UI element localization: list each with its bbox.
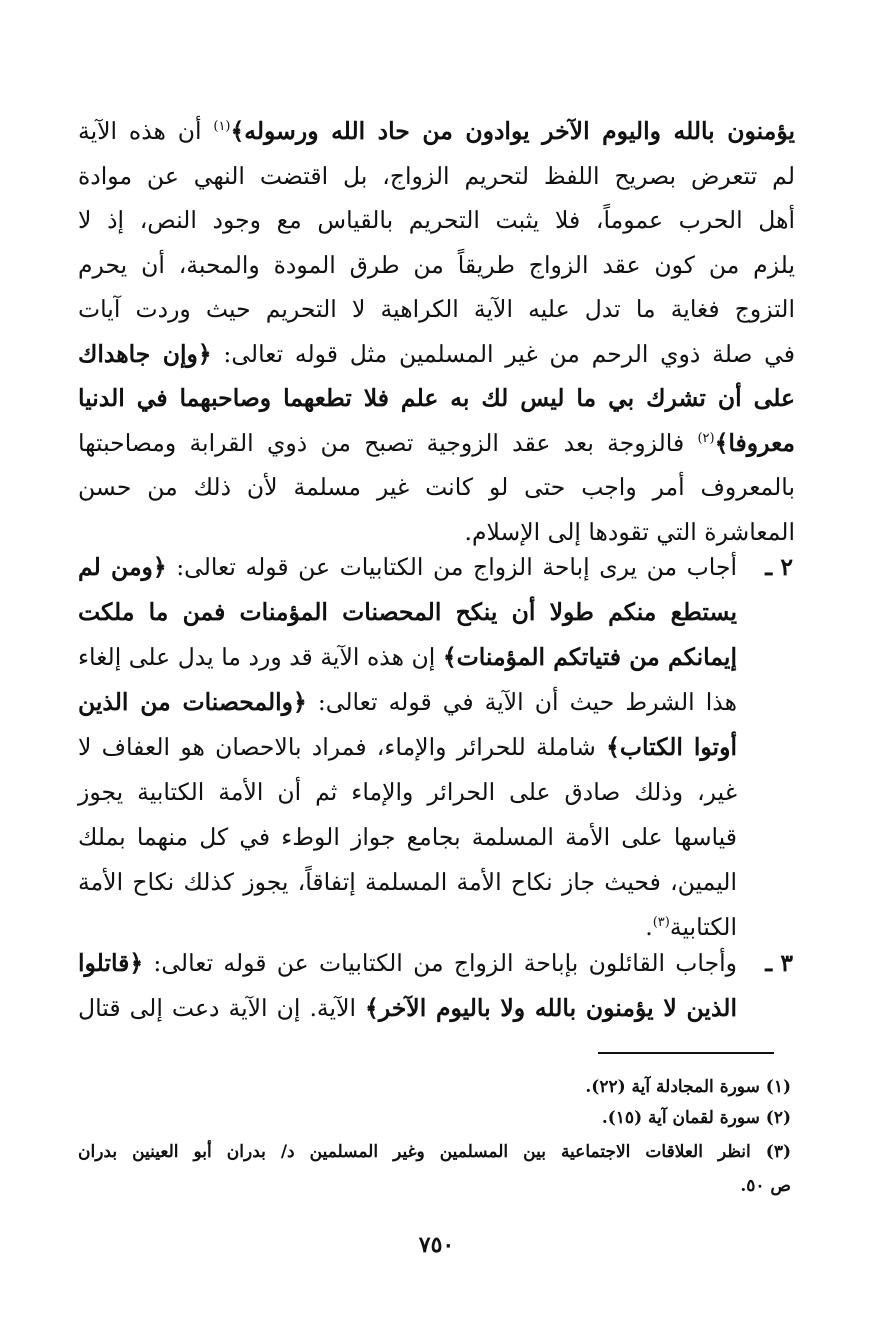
item-2-line-9	[78, 907, 737, 947]
paragraph-1-line-4	[78, 245, 795, 285]
text-segment: إن هذه الآية قد ورد ما يدل على إلغاء	[78, 643, 443, 671]
item-2-line-7	[78, 817, 737, 857]
item-3-line-1	[78, 943, 737, 983]
paragraph-1-line-1	[78, 111, 795, 151]
paragraph-1-line-5	[78, 289, 795, 329]
item-number-2: ٢ ـ	[765, 553, 793, 581]
text-segment: يلزم من كون عقد الزواج طريقاً من طرق المودة والمحبة، أن يحرم	[78, 250, 795, 279]
text-segment: أن هذه الآية	[78, 117, 214, 145]
footnote-1: (١) سورة المجادلة آية (٢٢).	[585, 1077, 791, 1097]
text-segment: ﴿وإن جاهداك	[78, 339, 212, 368]
text-segment: الآية. إن الآية دعت إلى قتال	[78, 994, 366, 1022]
text-segment: قياسها على الأمة المسلمة بجامع جواز الوطء في كل منهما بملك	[78, 823, 737, 851]
footnote-separator	[598, 1052, 774, 1054]
paragraph-1-line-8	[78, 423, 795, 463]
item-2-line-8	[78, 862, 737, 902]
item-3-line-2	[78, 988, 737, 1028]
item-2-line-6	[78, 772, 737, 812]
text-segment: معروفا﴾	[714, 428, 795, 457]
footnote-3: (٣) انظر العلاقات الاجتماعية بين المسلمين وغير المسلمين د/ بدران أبو العينين بدران	[78, 1142, 791, 1162]
page-number: ٧٥٠	[418, 1232, 455, 1258]
text-segment: وأجاب القائلون بإباحة الزواج من الكتابيات عن قوله تعالى:	[143, 949, 737, 977]
text-segment: أهل الحرب عموماً، فلا يثبت التحريم بالقياس مع وجود النص، إذ لا	[78, 206, 795, 234]
text-segment: ﴿والمحصنات من الذين	[78, 688, 307, 716]
item-2-line-2	[78, 592, 737, 632]
text-segment: إيمانكم من فتياتكم المؤمنات﴾	[442, 643, 737, 671]
text-segment: أجاب من يرى إباحة الزواج من الكتابيات عن قوله تعالى:	[166, 553, 738, 581]
footnote-ref: (٢)	[697, 430, 715, 446]
text-segment: أوتوا الكتاب﴾	[606, 733, 737, 761]
paragraph-1-line-6	[78, 334, 795, 374]
text-segment: يستطع منكم طولا أن ينكح المحصنات المؤمنات فمن ما ملكت	[78, 598, 737, 626]
text-segment: شاملة للحرائر والإماء، فمراد بالاحصان هو العفاف لا	[78, 733, 607, 761]
text-segment: غير، وذلك صادق على الحرائر والإماء ثم أن الأمة الكتابية يجوز	[78, 778, 737, 806]
text-segment: على أن تشرك بي ما ليس لك به علم فلا تطعهما وصاحبهما في الدنيا	[78, 384, 795, 412]
text-segment: الكتابية	[669, 913, 737, 941]
paragraph-1-line-7	[78, 378, 795, 418]
text-segment: لم تتعرض بصريح اللفظ لتحريم الزواج، بل اقتضت النهي عن موادة	[78, 161, 795, 190]
paragraph-1-line-10	[78, 512, 795, 552]
item-number-3: ٣ ـ	[765, 949, 793, 977]
text-segment: الذين لا يؤمنون بالله ولا باليوم الآخر﴾	[365, 994, 737, 1022]
text-segment: في صلة ذوي الرحم من غير المسلمين مثل قوله تعالى:	[211, 339, 795, 368]
text-segment: التزوج فغاية ما تدل عليه الآية الكراهية لا التحريم حيث وردت آيات	[78, 295, 795, 323]
text-segment: اليمين، فحيث جاز نكاح الأمة المسلمة إتفاقاً، يجوز كذلك نكاح الأمة	[78, 868, 737, 896]
text-segment: ﴿ومن لم	[78, 553, 167, 581]
footnote-3-continued: ص ٥٠.	[740, 1176, 791, 1196]
paragraph-1-line-3	[78, 200, 795, 240]
text-segment: هذا الشرط حيث أن الآية في قوله تعالى:	[306, 688, 738, 716]
paragraph-1-line-9	[78, 467, 795, 507]
footnote-ref: (٣)	[652, 915, 670, 931]
item-2-line-3	[78, 637, 737, 677]
text-segment: بالمعروف أمر واجب حتى لو كانت غير مسلمة لأن ذلك من حسن	[78, 473, 795, 501]
item-2-line-5	[78, 727, 737, 767]
text-segment: ﴿قاتلوا	[78, 949, 144, 977]
text-segment: فالزوجة بعد عقد الزوجية تصبح من ذوي القرابة ومصاحبتها	[78, 428, 698, 457]
text-segment: يؤمنون بالله واليوم الآخر يوادون من حاد الله ورسوله﴾	[230, 117, 795, 145]
paragraph-1-line-2	[78, 156, 795, 196]
item-2-line-4	[78, 682, 737, 722]
item-2-line-1	[78, 547, 737, 587]
footnote-2: (٢) سورة لقمان آية (١٥).	[601, 1108, 791, 1128]
text-segment: .	[645, 913, 653, 941]
text-segment: المعاشرة التي تقودها إلى الإسلام.	[464, 517, 795, 546]
footnote-ref: (١)	[213, 119, 231, 135]
